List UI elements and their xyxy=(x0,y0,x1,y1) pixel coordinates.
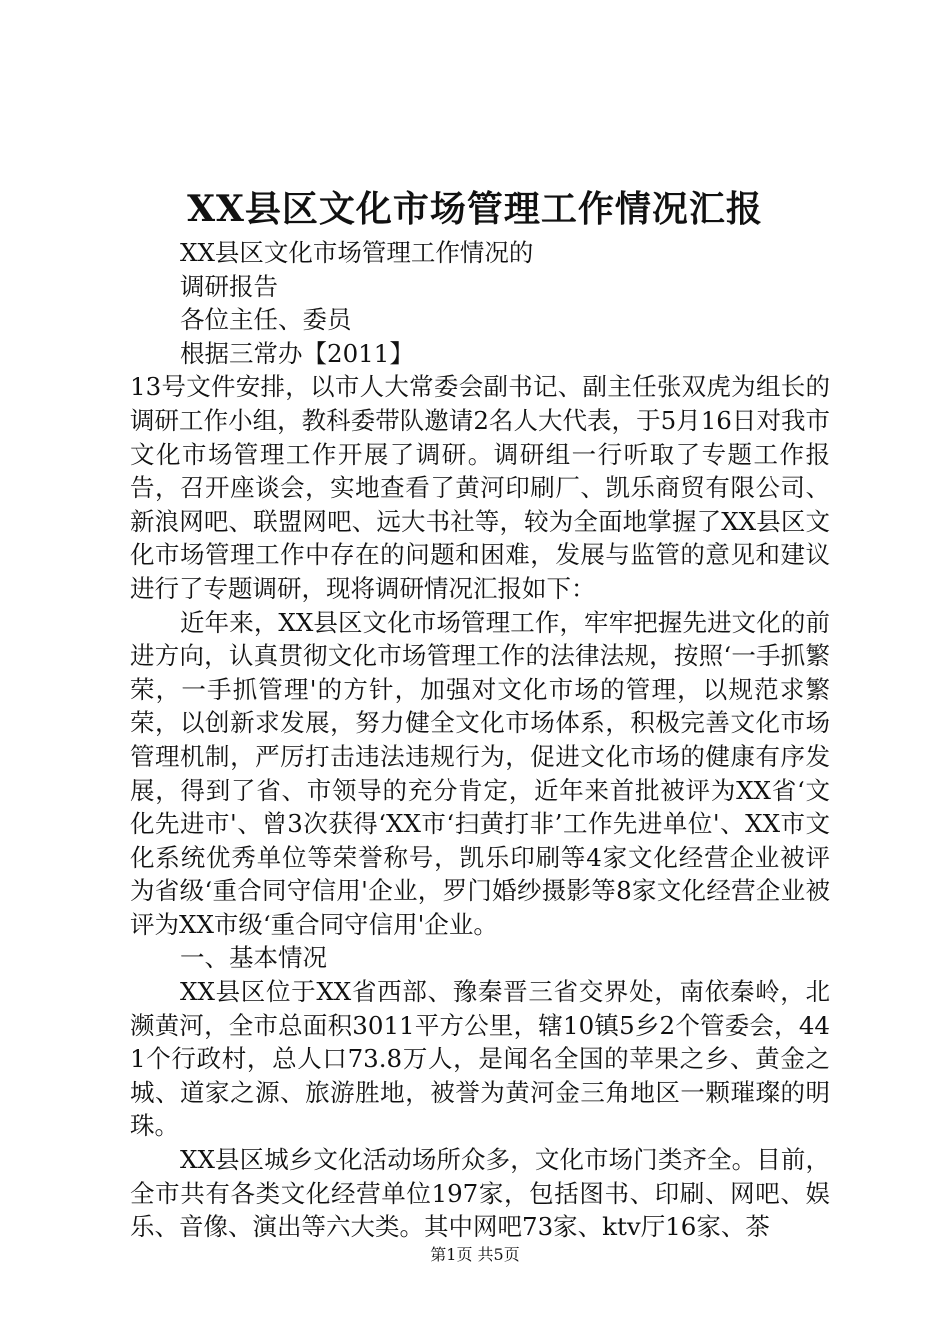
document-title: XX县区文化市场管理工作情况汇报 xyxy=(187,188,763,230)
paragraph-intro: 13号文件安排，以市人大常委会副书记、副主任张双虎为组长的调研工作小组，教科委带队邀请2名人大代表，于5月16日对我市文化市场管理工作开展了调研。调研组一行听取了专题工作报告，召开座谈会，实地查看了黄河印刷厂、凯乐商贸有限公司、新浪网吧、联盟网吧、远大书社等，较为全面地掌握了XX县区文化市场管理工作中存在的问题和困难，发展与监管的意见和建议进行了专题调研，现将调研情况汇报如下： xyxy=(130,372,830,603)
paragraph-location: XX县区位于XX省西部、豫秦晋三省交界处，南依秦岭，北濒黄河，全市总面积3011平方公里，辖10镇5乡2个管委会，441个行政村，总人口73.8万人，是闻名全国的苹果之乡、黄金之城、道家之源、旅游胜地，被誉为黄河金三角地区一颗璀璨的明珠。 xyxy=(130,977,830,1141)
page-footer: 第1页 共5页 xyxy=(430,1245,520,1264)
paragraph-salutation: 各位主任、委员 xyxy=(180,305,352,335)
document-body xyxy=(130,236,830,1244)
paragraph-reference: 根据三常办【2011】 xyxy=(180,338,414,368)
paragraph-report-heading-1: XX县区文化市场管理工作情况的 xyxy=(180,238,534,267)
section-heading-basic: 一、基本情况 xyxy=(180,943,327,973)
paragraph-report-heading-2: 调研报告 xyxy=(180,271,278,301)
paragraph-venues: XX县区城乡文化活动场所众多，文化市场门类齐全。目前，全市共有各类文化经营单位197家，包括图书、印刷、网吧、娱乐、音像、演出等六大类。其中网吧73家、ktv厅16家、茶 xyxy=(130,1145,830,1242)
paragraph-overview: 近年来，XX县区文化市场管理工作，牢牢把握先进文化的前进方向，认真贯彻文化市场管理工作的法律法规，按照‘一手抓繁荣，一手抓管理'的方针，加强对文化市场的管理，以规范求繁荣，以创新求发展，努力健全文化市场体系，积极完善文化市场管理机制，严厉打击违法违规行为，促进文化市场的健康有序发展，得到了省、市领导的充分肯定，近年来首批被评为XX省‘文化先进市'、曾3次获得‘XX市‘扫黄打非’工作先进单位'、XX市文化系统优秀单位等荣誉称号，凯乐印刷等4家文化经营企业被评为省级‘重合同守信用'企业，罗门婚纱摄影等8家文化经营企业被评为XX市级‘重合同守信用'企业。 xyxy=(130,607,830,939)
